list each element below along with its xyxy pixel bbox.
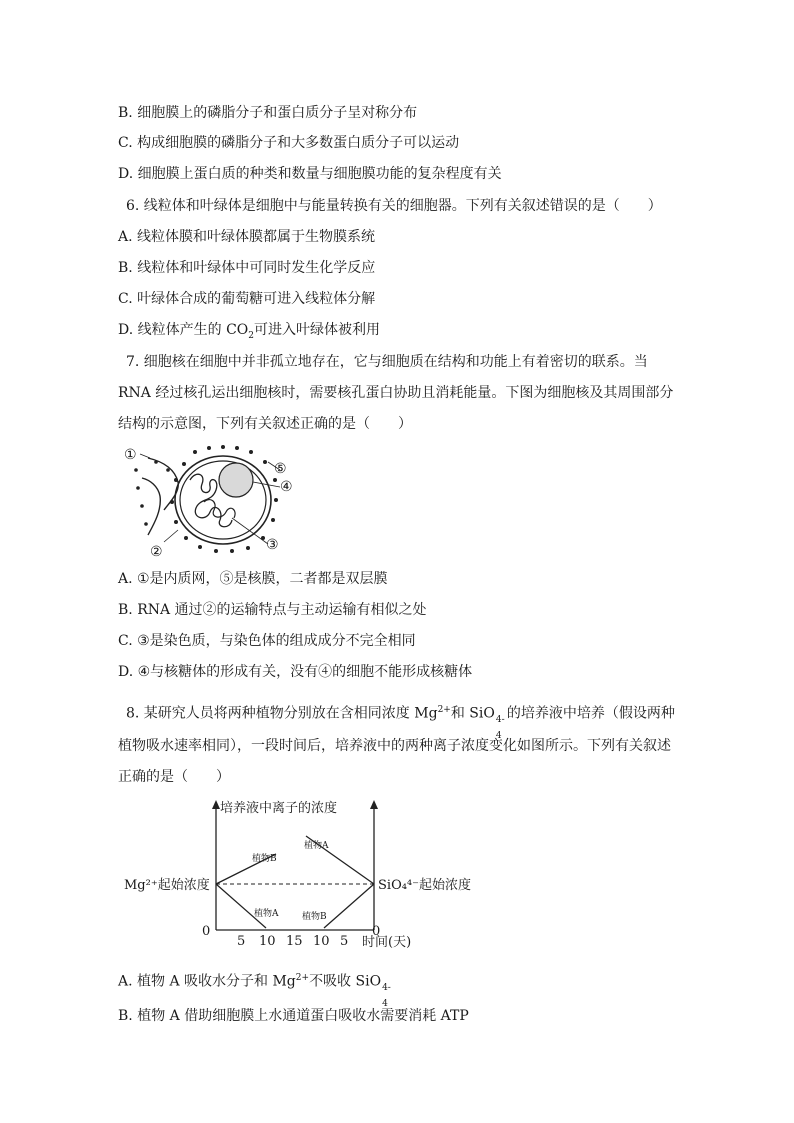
mg-baseline-label: Mg²⁺起始浓度	[124, 878, 210, 893]
chart-x-axis-label: 时间(天)	[362, 935, 412, 950]
q8a-si-subscript: 4	[382, 998, 388, 1009]
tick-label: 5	[340, 934, 349, 949]
q6d-text-end: 可进入叶绿体被利用	[254, 322, 380, 338]
label-4: ④	[280, 479, 293, 495]
q8-option-a	[118, 968, 393, 1009]
q8a-text-1: A. 植物 A 吸收水分子和 Mg	[118, 973, 296, 990]
q7-stem-line3: 结构的示意图，下列有关叙述正确的是（ ）	[118, 416, 412, 432]
q8-text-3: 的培养液中培养（假设两种	[506, 705, 675, 722]
plant-b-mg-label: 植物B	[252, 854, 277, 864]
ion-concentration-chart	[118, 796, 478, 958]
q8-stem-line1	[126, 700, 675, 741]
q6d-text: D. 线粒体产生的 CO	[118, 322, 249, 338]
q8-si-charge: 4-	[495, 714, 505, 725]
q6d-subscript: 2	[248, 330, 254, 341]
q7-stem-line1: 7. 细胞核在细胞中并非孤立地存在，它与细胞质在结构和功能上有着密切的联系。当	[126, 354, 648, 370]
q8-mg-charge: 2+	[437, 705, 451, 715]
label-5: ⑤	[274, 461, 287, 477]
q8-text-2: 和 SiO	[450, 705, 495, 722]
label-2: ②	[150, 544, 163, 560]
q6-option-b: B. 线粒体和叶绿体中可同时发生化学反应	[118, 260, 376, 276]
label-3: ③	[266, 537, 279, 553]
q7-option-d: D. ④与核糖体的形成有关，没有④的细胞不能形成核糖体	[118, 664, 473, 680]
q7-option-a: A. ①是内质网，⑤是核膜，二者都是双层膜	[118, 571, 388, 587]
q5-option-d: D. 细胞膜上蛋白质的种类和数量与细胞膜功能的复杂程度有关	[118, 166, 502, 182]
q8-stem-line2: 植物吸水速率相同），一段时间后，培养液中的两种离子浓度变化如图所示。下列有关叙述	[118, 738, 671, 754]
q6-stem: 6. 线粒体和叶绿体是细胞中与能量转换有关的细胞器。下列有关叙述错误的是（ ）	[126, 198, 662, 214]
q8-option-b: B. 植物 A 借助细胞膜上水通道蛋白吸收水需要消耗 ATP	[118, 1008, 469, 1024]
label-1: ①	[124, 447, 137, 463]
q8-stem-line3: 正确的是（ ）	[118, 769, 230, 785]
tick-label: 5	[237, 934, 246, 949]
plant-a-mg-label: 植物A	[254, 909, 279, 919]
origin-left: 0	[202, 924, 211, 939]
plant-b-si-label: 植物B	[302, 912, 327, 922]
chart-y-axis-label: 培养液中离子的浓度	[220, 801, 338, 816]
plant-a-si-label: 植物A	[304, 841, 329, 851]
q8a-mg-charge: 2+	[295, 973, 310, 983]
q5-option-b: B. 细胞膜上的磷脂分子和蛋白质分子呈对称分布	[118, 105, 418, 121]
q7-option-c: C. ③是染色质，与染色体的组成成分不完全相同	[118, 633, 416, 649]
q5-option-c: C. 构成细胞膜的磷脂分子和大多数蛋白质分子可以运动	[118, 135, 460, 151]
tick-label: 10	[313, 934, 330, 949]
q7-stem-line2: RNA 经过核孔运出细胞核时，需要核孔蛋白协助且消耗能量。下图为细胞核及其周围部分	[118, 385, 674, 401]
q7-option-b: B. RNA 通过②的运输特点与主动运输有相似之处	[118, 602, 427, 618]
nucleus-diagram	[120, 440, 300, 560]
q8-si-subscript: 4	[495, 730, 502, 741]
q8a-si-charge: 4-	[382, 982, 391, 993]
tick-label: 15	[286, 934, 303, 949]
q8-text-1: 8. 某研究人员将两种植物分别放在含相同浓度 Mg	[126, 705, 438, 722]
q6-option-d	[118, 320, 380, 346]
tick-label: 10	[259, 934, 276, 949]
origin-right: 0	[372, 924, 381, 939]
q6-option-c: C. 叶绿体合成的葡萄糖可进入线粒体分解	[118, 291, 376, 307]
q6-option-a: A. 线粒体膜和叶绿体膜都属于生物膜系统	[118, 229, 376, 245]
q8a-text-2: 不吸收 SiO	[309, 973, 382, 990]
si-baseline-label: SiO₄⁴⁻起始浓度	[378, 878, 472, 893]
